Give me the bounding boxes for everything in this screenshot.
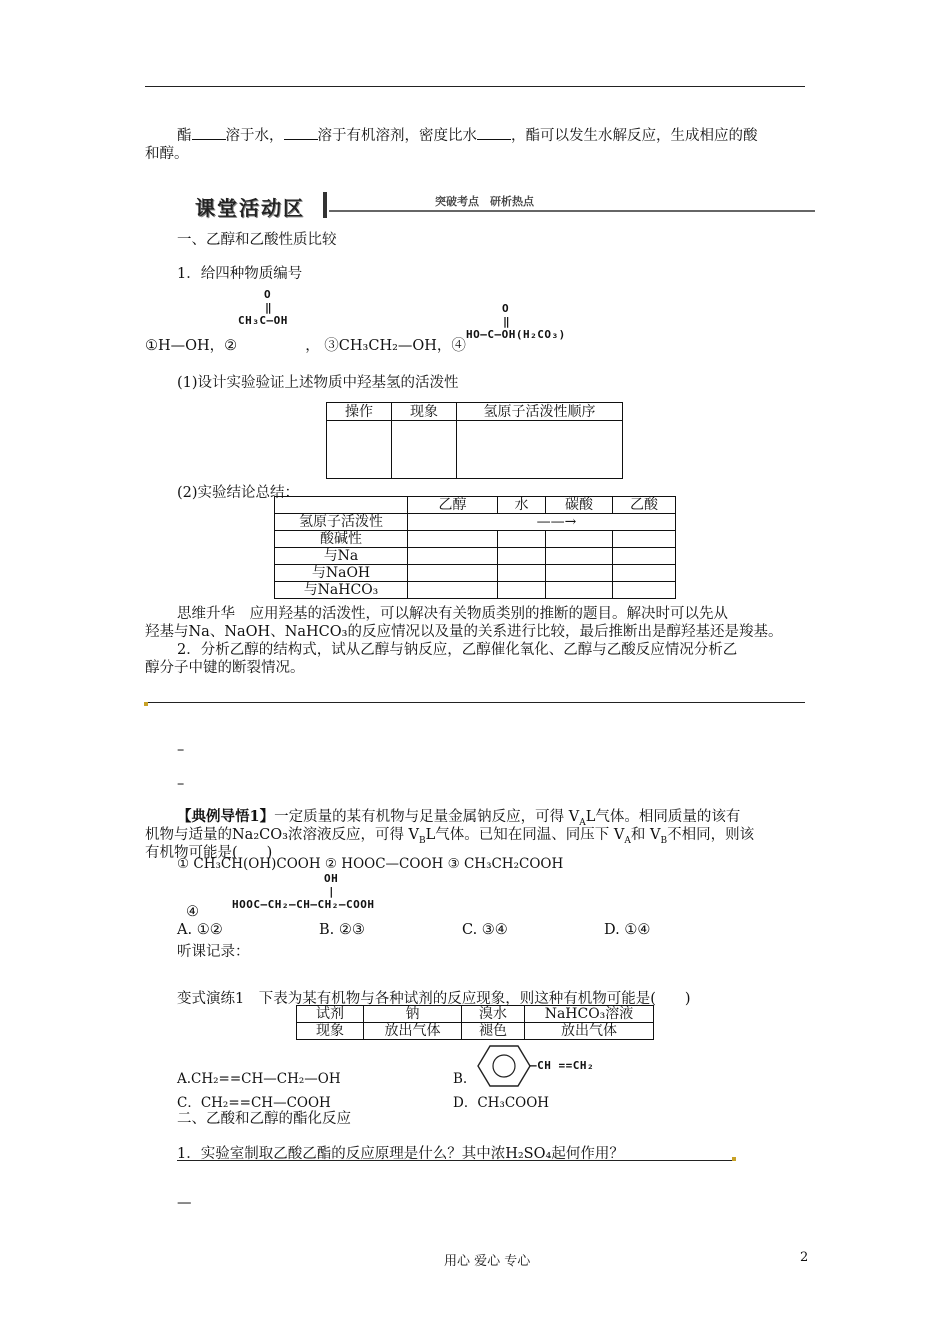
answer-choice[interactable]: A. ①②	[177, 922, 223, 938]
answer-choice[interactable]: A.CH₂==CH—CH₂—OH	[177, 1071, 341, 1087]
variant-question: 变式演练1 下表为某有机物与各种试剂的反应现象，则这种有机物可能是( )	[177, 991, 691, 1007]
section-rule	[145, 702, 805, 703]
table-header: 乙酸	[613, 497, 676, 514]
page-number: 2	[800, 1250, 809, 1265]
arrow-cell	[408, 514, 676, 531]
section-heading: 二、乙酸和乙醇的酯化反应	[177, 1111, 351, 1127]
banner-rule	[329, 210, 815, 212]
question-line: 2．分析乙醇的结构式，试从乙醇与钠反应，乙醇催化氧化、乙醇与乙酸反应情况分析乙	[177, 642, 738, 658]
table-header: 现象	[392, 403, 457, 421]
order-arrow: ——→	[536, 514, 577, 530]
experiment-table	[326, 402, 623, 479]
table-header	[275, 497, 408, 514]
table-header: 碳酸	[546, 497, 613, 514]
answer-choice[interactable]: B. ②③	[319, 922, 365, 938]
subquestion: (1)设计实验验证上述物质中羟基氢的活泼性	[177, 375, 459, 391]
row-label: 与NaOH	[275, 565, 408, 582]
answer-choice[interactable]: B.	[453, 1071, 468, 1087]
example-line: 有机物可能是( )	[145, 845, 273, 861]
table-header: 水	[498, 497, 546, 514]
table-cell: 现象	[297, 1023, 364, 1040]
thinking-note: 思维升华 应用羟基的活泼性，可以解决有关物质类别的推断的题目。解决时可以先从	[177, 606, 728, 622]
option4-structure: OH | HOOC—CH₂—CH—CH₂—COOH	[232, 872, 375, 911]
banner-title: 课堂活动区	[195, 196, 305, 220]
acetic-acid-structure: O ‖ CH₃C—OH	[238, 288, 288, 327]
example-tag: 【典例导悟1】	[177, 808, 275, 825]
table-cell	[392, 421, 457, 479]
paragraph-line: 酯 溶于水， 溶于有机溶剂，密度比水 ，酯可以发生水解反应，生成相应的酸	[177, 128, 758, 144]
styrene-substituent: —CH ==CH₂	[530, 1059, 595, 1072]
section-heading: 一、乙醇和乙酸性质比较	[177, 232, 337, 248]
answer-choice[interactable]: C. ③④	[462, 922, 508, 938]
table-cell: 试剂	[297, 1006, 364, 1023]
table-cell: 放出气体	[364, 1023, 462, 1040]
answer-choice[interactable]: D．CH₃COOH	[453, 1095, 550, 1111]
table-cell: NaHCO₃溶液	[525, 1006, 654, 1023]
example-options: ① CH₃CH(OH)COOH ② HOOC—COOH ③ CH₃CH₂COOH	[177, 856, 564, 872]
row-label: 与NaHCO₃	[275, 582, 408, 599]
table-cell	[327, 421, 392, 479]
benzene-ring-icon	[476, 1044, 532, 1088]
row-label: 酸碱性	[275, 531, 408, 548]
answer-choice[interactable]: D. ①④	[604, 922, 651, 938]
table-header: 乙醇	[408, 497, 498, 514]
table-cell: 褪色	[462, 1023, 525, 1040]
table-cell: 钠	[364, 1006, 462, 1023]
conclusion-table	[274, 496, 676, 599]
option4-label: ④	[186, 904, 199, 920]
variant-table	[296, 1005, 654, 1040]
notes-label: 听课记录：	[177, 944, 250, 960]
banner-divider	[323, 192, 327, 218]
table-cell: 放出气体	[525, 1023, 654, 1040]
question-line: 1．给四种物质编号	[177, 266, 303, 282]
thinking-note: 羟基与Na、NaOH、NaHCO₃的反应情况以及量的关系进行比较，最后推断出是醇羟基还是羧基。	[145, 624, 783, 640]
table-header: 操作	[327, 403, 392, 421]
row-label: 氢原子活泼性	[275, 514, 408, 531]
compound-list: ①H—OH，② ， ③CH₃CH₂—OH，④	[145, 338, 466, 354]
footer-center: 用心 爱心 专心	[444, 1254, 531, 1269]
question-line: 1．实验室制取乙酸乙酯的反应原理是什么？其中浓H₂SO₄起何作用？	[177, 1146, 624, 1162]
answer-underline	[177, 1160, 732, 1161]
section-banner	[195, 192, 815, 220]
answer-dash: —	[177, 1195, 192, 1211]
paragraph-line: 和醇。	[145, 146, 189, 162]
header-rule	[145, 86, 805, 87]
table-cell	[457, 421, 623, 479]
answer-dash: –	[177, 776, 185, 792]
carbonic-acid-structure: O ‖ HO—C—OH(H₂CO₃)	[466, 302, 566, 341]
answer-dash: –	[177, 742, 185, 758]
rule-marker	[144, 702, 148, 706]
table-header: 氢原子活泼性顺序	[457, 403, 623, 421]
rule-marker	[732, 1157, 736, 1161]
subquestion: (2)实验结论总结：	[177, 485, 300, 501]
answer-choice[interactable]: C．CH₂==CH—COOH	[177, 1095, 331, 1111]
table-cell: 溴水	[462, 1006, 525, 1023]
row-label: 与Na	[275, 548, 408, 565]
banner-right: 突破考点 研析热点	[435, 195, 534, 208]
example-line: 机物与适量的Na₂CO₃浓溶液反应，可得 $V_BL$气体。已知在同温、同压下 $V_A$和 $V_B$不相同，则该	[145, 827, 755, 846]
example-line: 【典例导悟1】一定质量的某有机物与足量金属钠反应，可得 $V_AL$气体。相同质量的该有	[177, 808, 741, 828]
question-line: 醇分子中键的断裂情况。	[145, 660, 305, 676]
